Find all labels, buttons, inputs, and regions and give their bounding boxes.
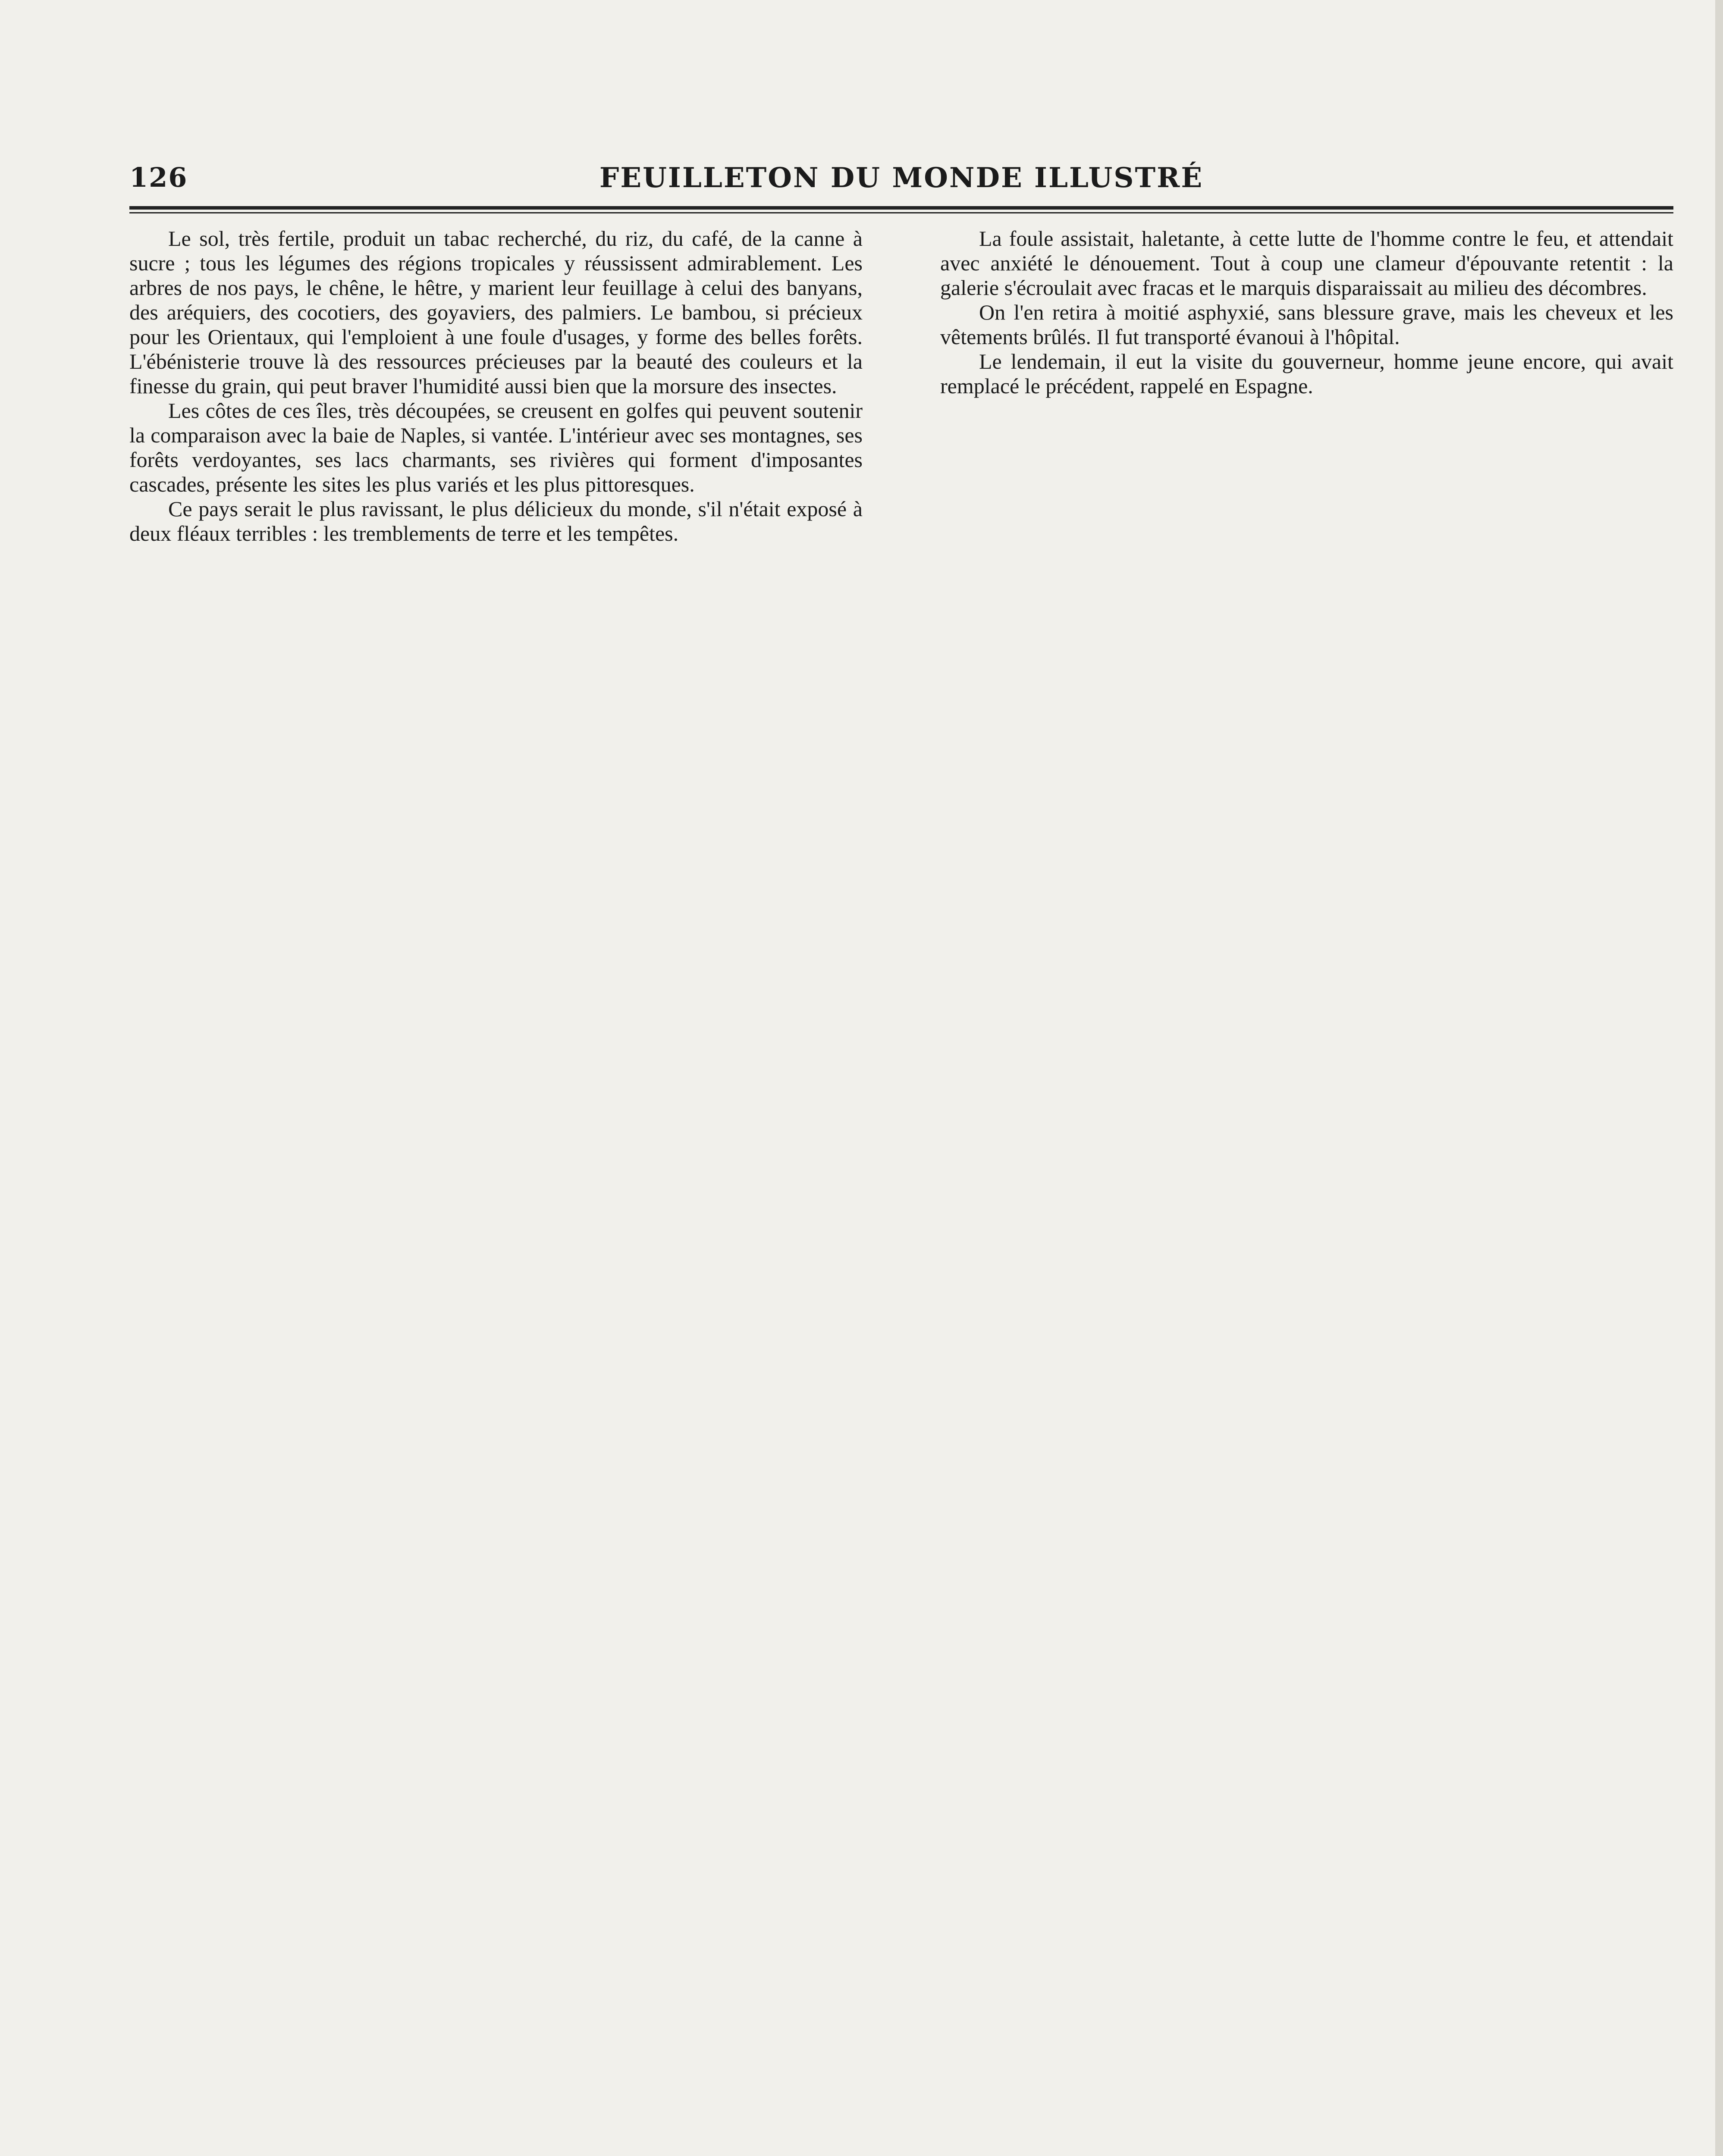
paragraph: On l'en retira à moitié asphyxié, sans blessure grave, mais les cheveux et les vêtements brûlés. Il fut transporté évanoui à l'hôpital. bbox=[940, 300, 1673, 349]
page-header bbox=[129, 162, 1673, 209]
paragraph: Le sol, très fertile, produit un tabac recherché, du riz, du café, de la canne à sucre ; tous les légumes des régions tropicales y réussissent admirablement. Les arbres de nos pays, le chêne, le hêtre, y marient leur feuillage à celui des banyans, des aréquiers, des cocotiers, des goyaviers, des palmiers. Le bambou, si précieux pour les Orientaux, qui l'emploient à une foule d'usages, y forme des belles forêts. L'ébénisterie trouve là des ressources précieuses par la beauté des couleurs et la finesse du grain, qui peut braver l'humidité aussi bien que la morsure des insectes. bbox=[129, 226, 863, 398]
left-column bbox=[129, 226, 863, 546]
paragraph: Ce pays serait le plus ravissant, le plus délicieux du monde, s'il n'était exposé à deux fléaux terribles : les tremblements de terre et les tempêtes. bbox=[129, 497, 863, 545]
header-rule-thick bbox=[129, 206, 1673, 210]
header-rule-thin bbox=[129, 212, 1673, 213]
page-number: 126 bbox=[129, 162, 188, 193]
journal-title: FEUILLETON DU MONDE ILLUSTRÉ bbox=[599, 162, 1204, 194]
paragraph: Les côtes de ces îles, très découpées, se creusent en golfes qui peuvent soutenir la comparaison avec la baie de Naples, si vantée. L'intérieur avec ses montagnes, ses forêts verdoyantes, ses lacs charmants, ses rivières qui forment d'imposantes cascades, présente les sites les plus variés et les plus pittoresques. bbox=[129, 398, 863, 496]
paragraph: La foule assistait, haletante, à cette lutte de l'homme contre le feu, et attendait avec anxiété le dénouement. Tout à coup une clameur d'épouvante retentit : la galerie s'écroulait avec fracas et le marquis disparaissait au milieu des décombres. bbox=[940, 226, 1673, 300]
page-edge bbox=[1715, 0, 1723, 2156]
paragraph: Le lendemain, il eut la visite du gouverneur, homme jeune encore, qui avait remplacé le précédent, rappelé en Espagne. bbox=[940, 349, 1673, 398]
right-column bbox=[940, 226, 1673, 398]
